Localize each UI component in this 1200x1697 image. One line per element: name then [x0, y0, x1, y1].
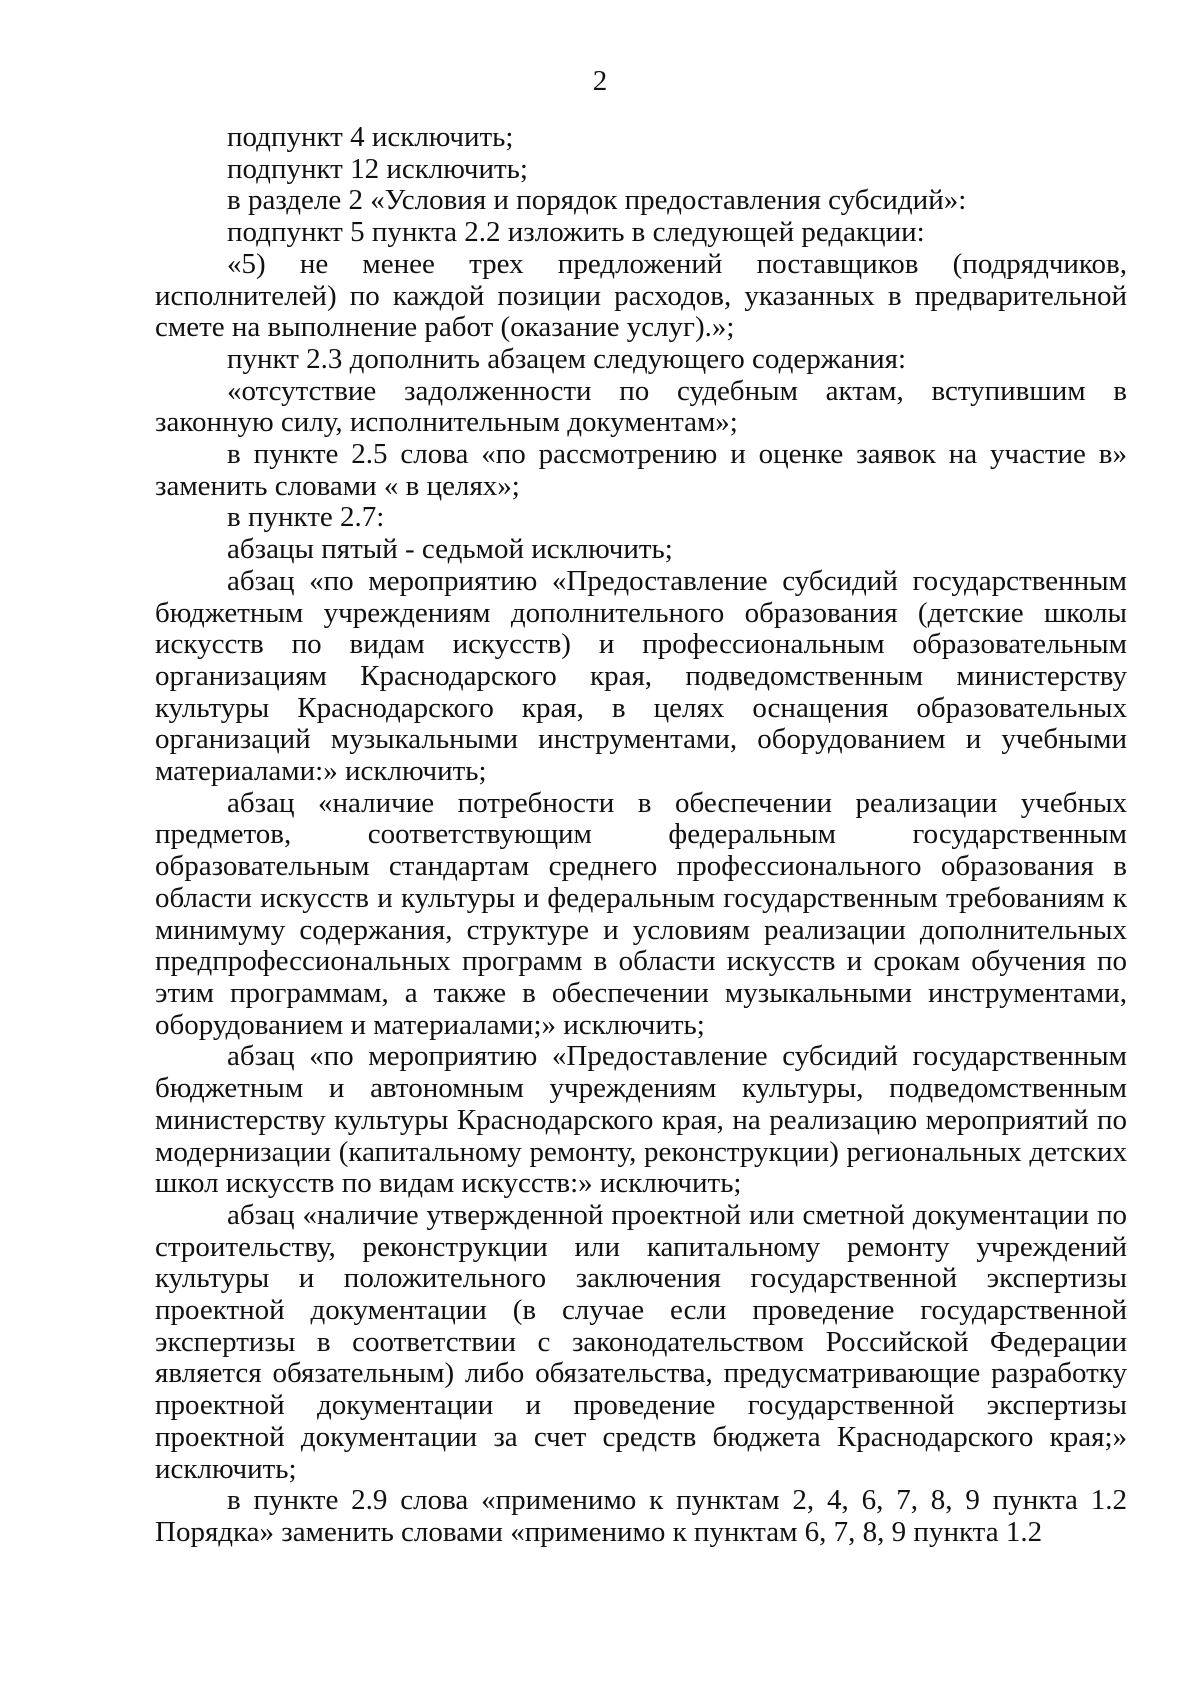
page-number: 2	[592, 65, 608, 97]
paragraph: в пункте 2.7:	[227, 501, 385, 534]
paragraph: абзацы пятый - седьмой исключить;	[227, 533, 673, 566]
paragraph: абзац «наличие потребности в обеспечении реализации учебных предметов, соответствующим федеральным государственным образовательным стандартам среднего профессионального образования в области искусств и культуры и федеральным государственным требованиям к минимуму содержания, структуре и условиям реализации дополнительных предпрофессиональных программ в области искусств и срокам обучения по этим программам, а также в обеспечении музыкальными инструментами, оборудованием и материалами;» исключить;	[155, 786, 1127, 1041]
paragraph: в разделе 2 «Условия и порядок предоставления субсидий»:	[227, 184, 967, 217]
paragraph: абзац «по мероприятию «Предоставление субсидий государственным бюджетным и автономным учреждениям культуры, подведомственным министерству культуры Краснодарского края, на реализацию мероприятий по модернизации (капитальному ремонту, реконструкции) региональных детских школ искусств по видам искусств:» исключить;	[155, 1040, 1127, 1200]
paragraph: подпункт 12 исключить;	[227, 152, 528, 185]
paragraph: абзац «по мероприятию «Предоставление субсидий государственным бюджетным учреждениям дополнительного образования (детские школы искусств по видам искусств) и профессиональным образовательным организациям Краснодарского края, подведомственным министерству культуры Краснодарского края, в целях оснащения образовательных организаций музыкальными инструментами, оборудованием и учебными материалами:» исключить;	[155, 564, 1127, 788]
paragraph: «отсутствие задолженности по судебным актам, вступившим в законную силу, исполнительным документам»;	[155, 374, 1127, 439]
paragraph: пункт 2.3 дополнить абзацем следующего содержания:	[227, 342, 907, 375]
paragraph: в пункте 2.9 слова «применимо к пунктам 2, 4, 6, 7, 8, 9 пункта 1.2 Порядка» заменить словами «применимо к пунктам 6, 7, 8, 9 пункта 1.2	[155, 1484, 1127, 1548]
document-body	[155, 122, 1127, 1549]
paragraph: подпункт 4 исключить;	[227, 121, 514, 153]
paragraph: в пункте 2.5 слова «по рассмотрению и оценке заявок на участие в» заменить словами « в целях»;	[155, 438, 1127, 502]
paragraph: абзац «наличие утвержденной проектной или сметной документации по строительству, реконструкции или капитальному ремонту учреждений культуры и положительного заключения государственной экспертизы проектной документации (в случае если проведение государственной экспертизы в соответствии с законодательством Российской Федерации является обязательным) либо обязательства, предусматривающие разработку проектной документации и проведение государственной экспертизы проектной документации за счет средств бюджета Краснодарского края;» исключить;	[155, 1198, 1127, 1485]
paragraph: подпункт 5 пункта 2.2 изложить в следующей редакции:	[227, 216, 925, 249]
paragraph: «5) не менее трех предложений поставщиков (подрядчиков, исполнителей) по каждой позиции расходов, указанных в предварительной смете на выполнение работ (оказание услуг).»;	[155, 247, 1127, 344]
